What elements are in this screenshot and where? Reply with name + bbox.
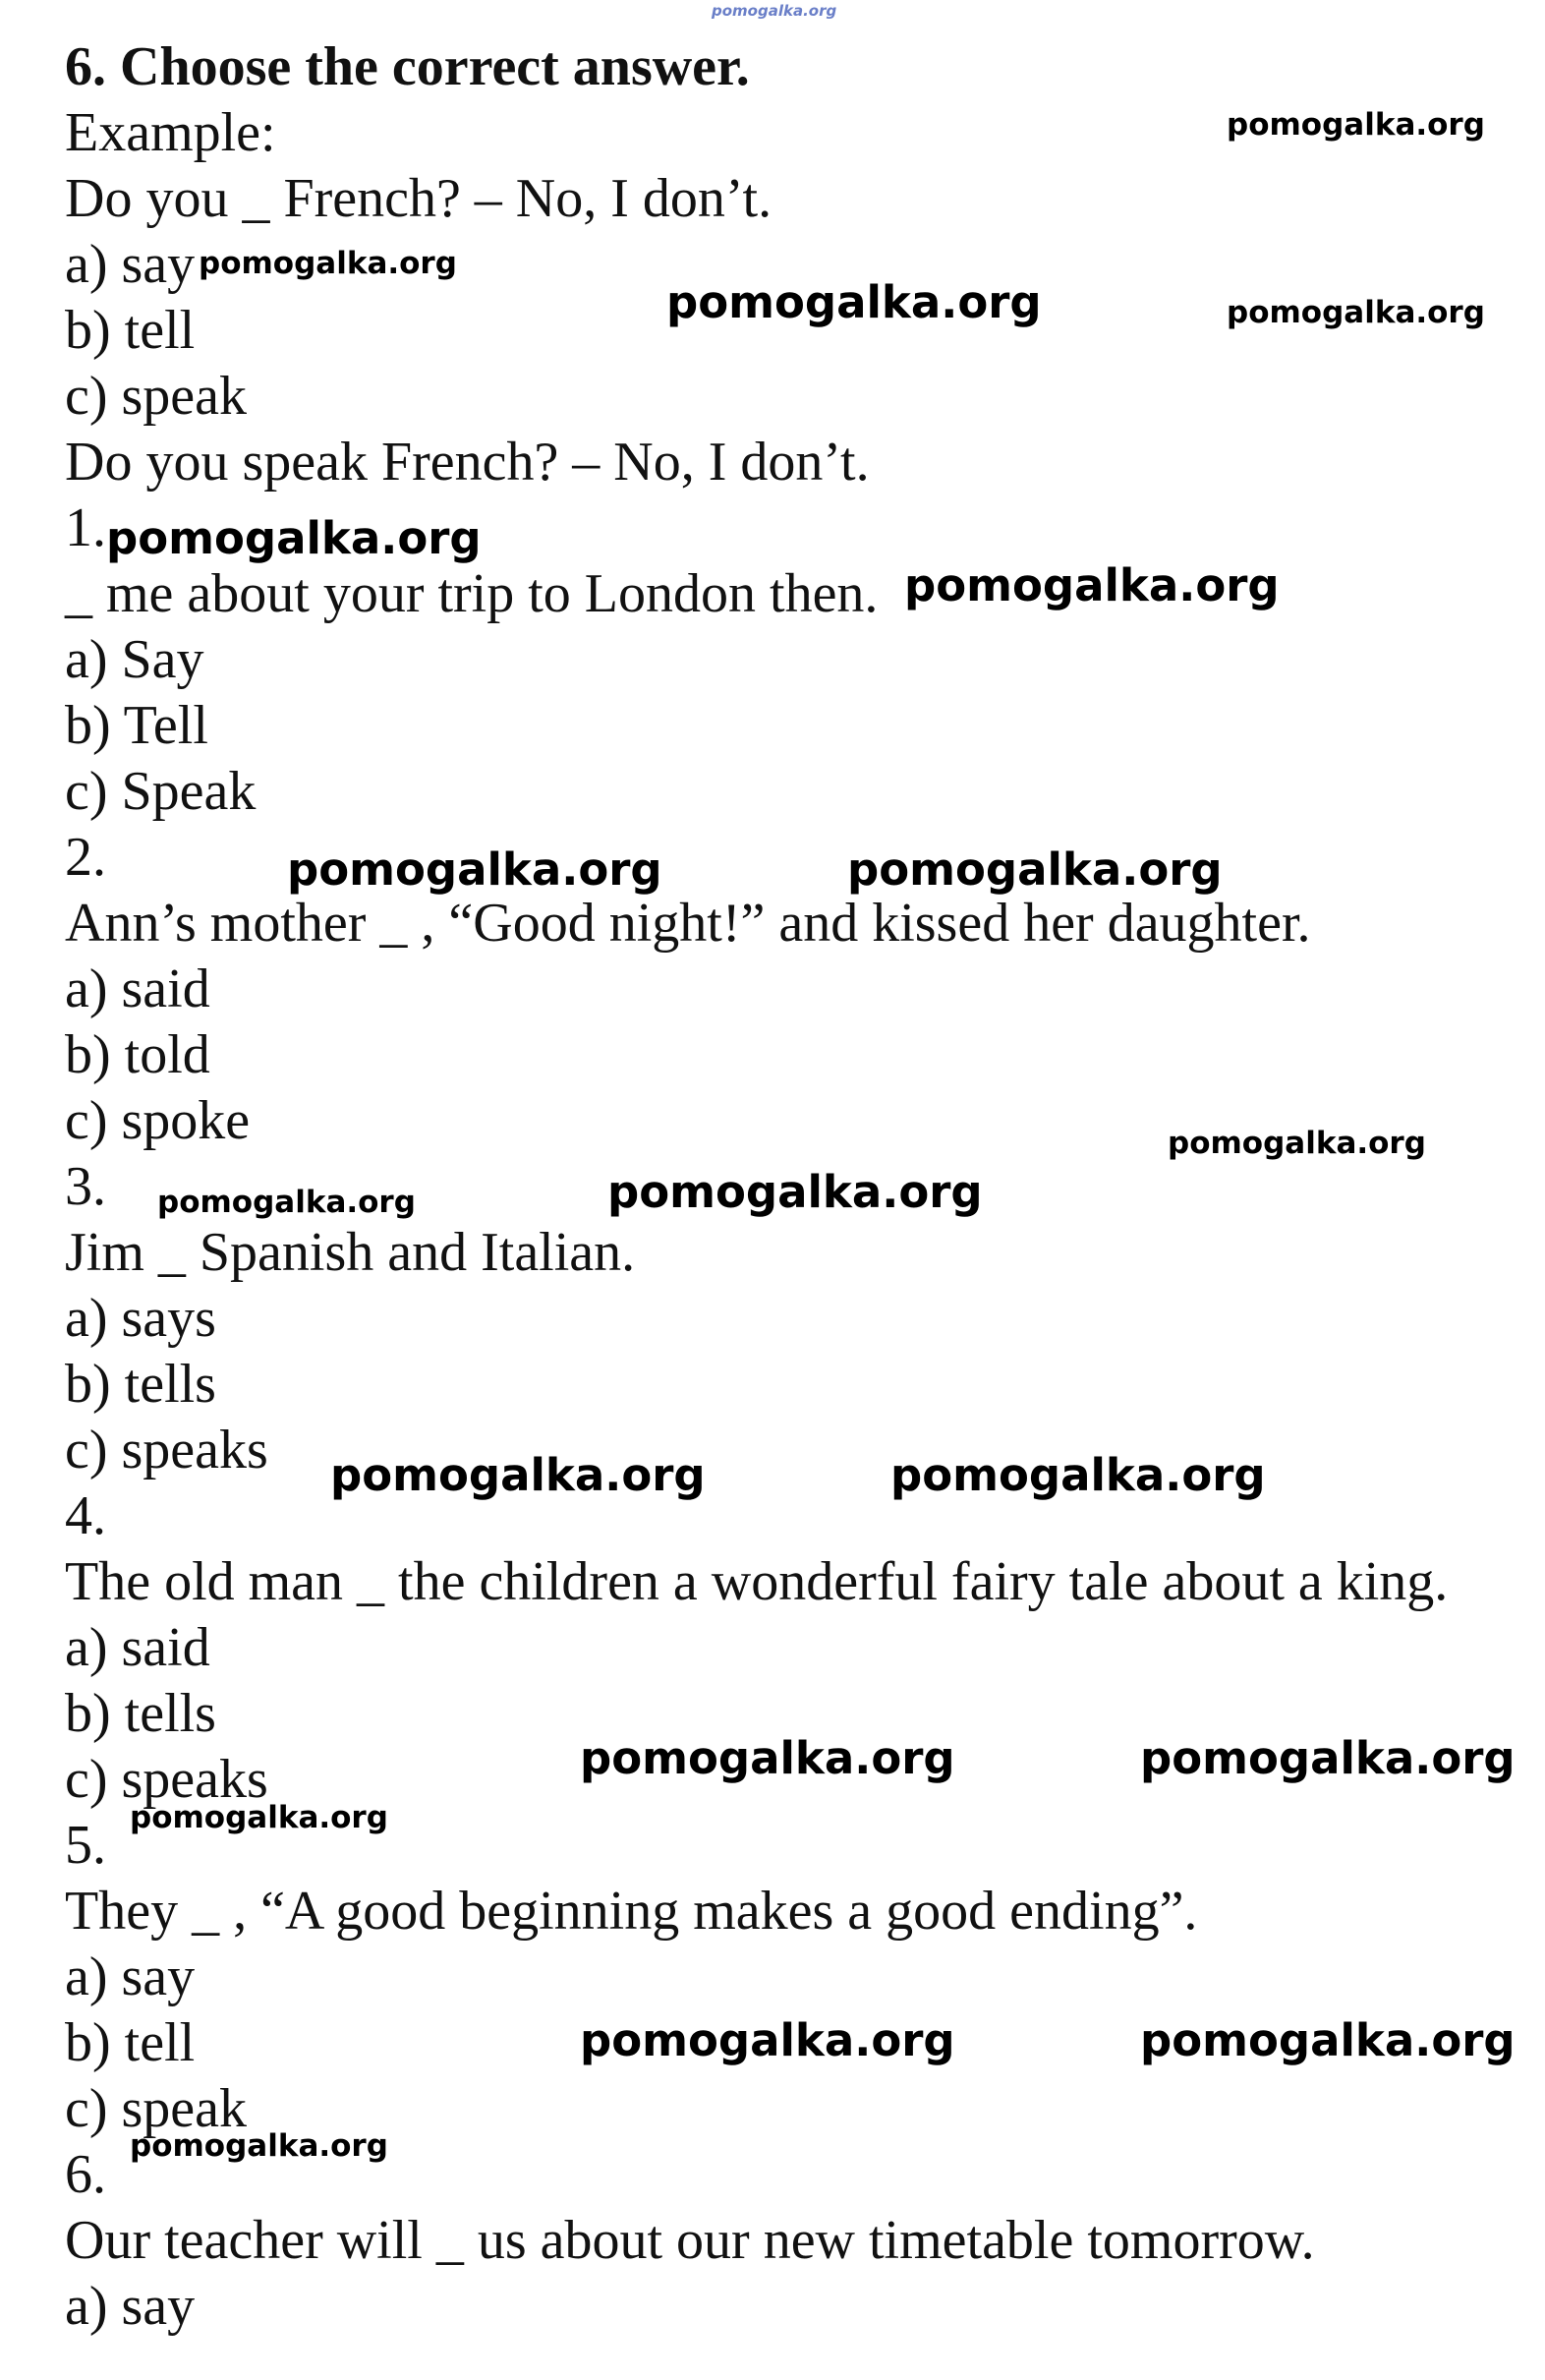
- item-3-option-c: c) speaks: [65, 1420, 268, 1480]
- item-6-number: 6.: [65, 2144, 106, 2205]
- watermark: pomogalka.org: [1140, 2014, 1516, 2066]
- item-3-option-b: b) tells: [65, 1354, 216, 1415]
- item-3-option-a: a) says: [65, 1288, 216, 1349]
- example-question: Do you _ French? – No, I don’t.: [65, 168, 772, 229]
- watermark: pomogalka.org: [1227, 107, 1485, 143]
- example-label: Example:: [65, 102, 276, 163]
- item-2-number: 2.: [65, 827, 106, 888]
- watermark: pomogalka.org: [580, 2014, 955, 2066]
- item-4-number: 4.: [65, 1485, 106, 1546]
- watermark: pomogalka.org: [1227, 295, 1485, 330]
- item-4-option-b: b) tells: [65, 1683, 216, 1744]
- top-watermark: pomogalka.org: [712, 2, 837, 20]
- item-2-option-c: c) spoke: [65, 1090, 251, 1151]
- item-1-sentence: _ me about your trip to London then.: [65, 563, 879, 624]
- watermark: pomogalka.org: [580, 1732, 955, 1784]
- item-3-number: 3.: [65, 1156, 106, 1217]
- item-2-sentence: Ann’s mother _ , “Good night!” and kissed her daughter.: [65, 893, 1311, 954]
- example-option-c: c) speak: [65, 366, 248, 427]
- watermark: pomogalka.org: [130, 1800, 388, 1835]
- example-answer: Do you speak French? – No, I don’t.: [65, 432, 870, 493]
- item-4-option-c: c) speaks: [65, 1749, 268, 1810]
- watermark: pomogalka.org: [106, 512, 482, 564]
- watermark: pomogalka.org: [847, 843, 1223, 896]
- example-option-b: b) tell: [65, 300, 196, 361]
- item-1-option-c: c) Speak: [65, 761, 257, 822]
- watermark: pomogalka.org: [904, 559, 1280, 611]
- watermark: pomogalka.org: [199, 246, 457, 281]
- item-5-sentence: They _ , “A good beginning makes a good ending”.: [65, 1881, 1198, 1942]
- watermark: pomogalka.org: [330, 1449, 706, 1501]
- watermark: pomogalka.org: [607, 1166, 983, 1218]
- example-option-a: a) say: [65, 234, 196, 295]
- watermark: pomogalka.org: [130, 2128, 388, 2164]
- exercise-title: 6. Choose the correct answer.: [65, 36, 750, 97]
- item-1-number: 1.: [65, 497, 106, 558]
- item-2-option-b: b) told: [65, 1024, 210, 1085]
- watermark: pomogalka.org: [157, 1185, 416, 1220]
- watermark: pomogalka.org: [287, 843, 662, 896]
- item-5-option-c: c) speak: [65, 2078, 248, 2139]
- watermark: pomogalka.org: [1140, 1732, 1516, 1784]
- item-6-sentence: Our teacher will _ us about our new timetable tomorrow.: [65, 2210, 1315, 2271]
- item-3-sentence: Jim _ Spanish and Italian.: [65, 1222, 636, 1283]
- watermark: pomogalka.org: [890, 1449, 1266, 1501]
- item-4-option-a: a) said: [65, 1617, 210, 1678]
- item-5-option-b: b) tell: [65, 2012, 196, 2073]
- item-1-option-b: b) Tell: [65, 695, 208, 756]
- item-5-number: 5.: [65, 1815, 106, 1876]
- item-4-sentence: The old man _ the children a wonderful fairy tale about a king.: [65, 1551, 1449, 1612]
- item-2-option-a: a) said: [65, 958, 210, 1019]
- watermark: pomogalka.org: [1168, 1126, 1426, 1161]
- watermark: pomogalka.org: [666, 276, 1042, 328]
- item-1-option-a: a) Say: [65, 629, 204, 690]
- item-5-option-a: a) say: [65, 1946, 196, 2007]
- item-6-option-a: a) say: [65, 2276, 196, 2337]
